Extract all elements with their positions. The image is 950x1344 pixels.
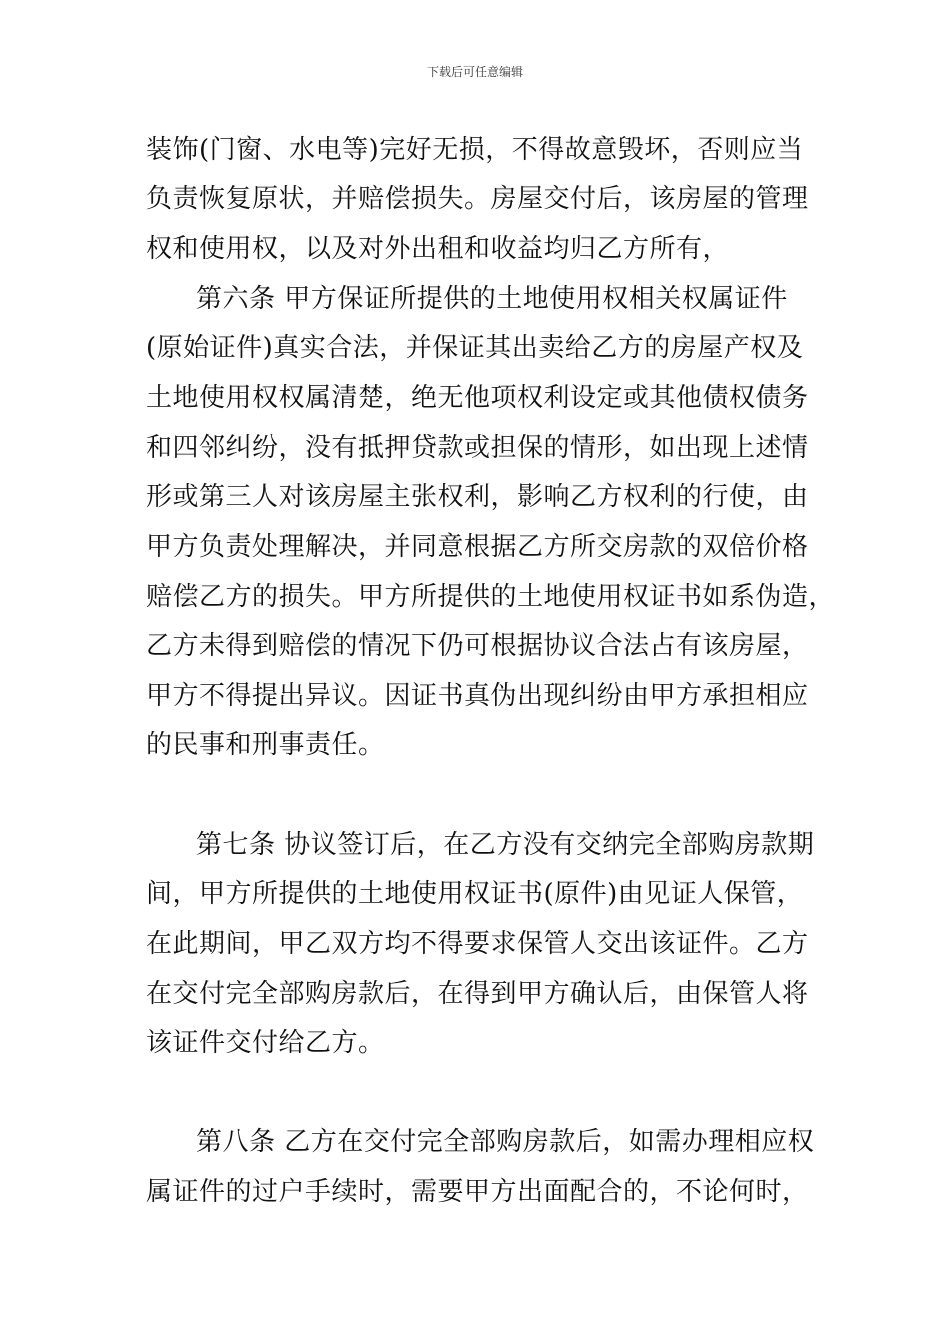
text-line: 在交付完全部购房款后，在得到甲方确认后，由保管人将	[146, 979, 809, 1009]
text-line: 赔偿乙方的损失。甲方所提供的土地使用权证书如系伪造，	[146, 582, 836, 612]
text-line: 间，甲方所提供的土地使用权证书(原件)由见证人保管，	[146, 879, 804, 909]
article-6-heading: 第六条 甲方保证所提供的土地使用权相关权属证件	[196, 284, 788, 314]
text-line: 甲方不得提出异议。因证书真伪出现纠纷由甲方承担相应	[146, 681, 809, 711]
text-line: 在此期间，甲乙双方均不得要求保管人交出该证件。乙方	[146, 929, 809, 959]
text-line: 甲方负责处理解决，并同意根据乙方所交房款的双倍价格	[146, 532, 809, 562]
text-line: 的民事和刑事责任。	[146, 730, 385, 760]
text-line: 土地使用权权属清楚，绝无他项权利设定或其他债权债务	[146, 383, 809, 413]
text-line: 和四邻纠纷，没有抵押贷款或担保的情形，如出现上述情	[146, 433, 809, 463]
text-line: 形或第三人对该房屋主张权利，影响乙方权利的行使，由	[146, 482, 809, 512]
text-line: 该证件交付给乙方。	[146, 1028, 385, 1058]
article-8-heading: 第八条 乙方在交付完全部购房款后，如需办理相应权	[196, 1127, 815, 1157]
text-line: 乙方未得到赔偿的情况下仍可根据协议合法占有该房屋，	[146, 631, 809, 661]
text-line: 权和使用权，以及对外出租和收益均归乙方所有，	[146, 234, 730, 264]
text-line: 负责恢复原状，并赔偿损失。房屋交付后，该房屋的管理	[146, 184, 809, 214]
text-line: 属证件的过户手续时，需要甲方出面配合的，不论何时，	[146, 1177, 809, 1207]
text-line: (原始证件)真实合法，并保证其出卖给乙方的房屋产权及	[146, 333, 804, 363]
article-7-heading: 第七条 协议签订后，在乙方没有交纳完全部购房款期	[196, 830, 815, 860]
text-line: 装饰(门窗、水电等)完好无损，不得故意毁坏，否则应当	[146, 135, 804, 165]
page-header: 下载后可任意编辑	[426, 65, 523, 79]
